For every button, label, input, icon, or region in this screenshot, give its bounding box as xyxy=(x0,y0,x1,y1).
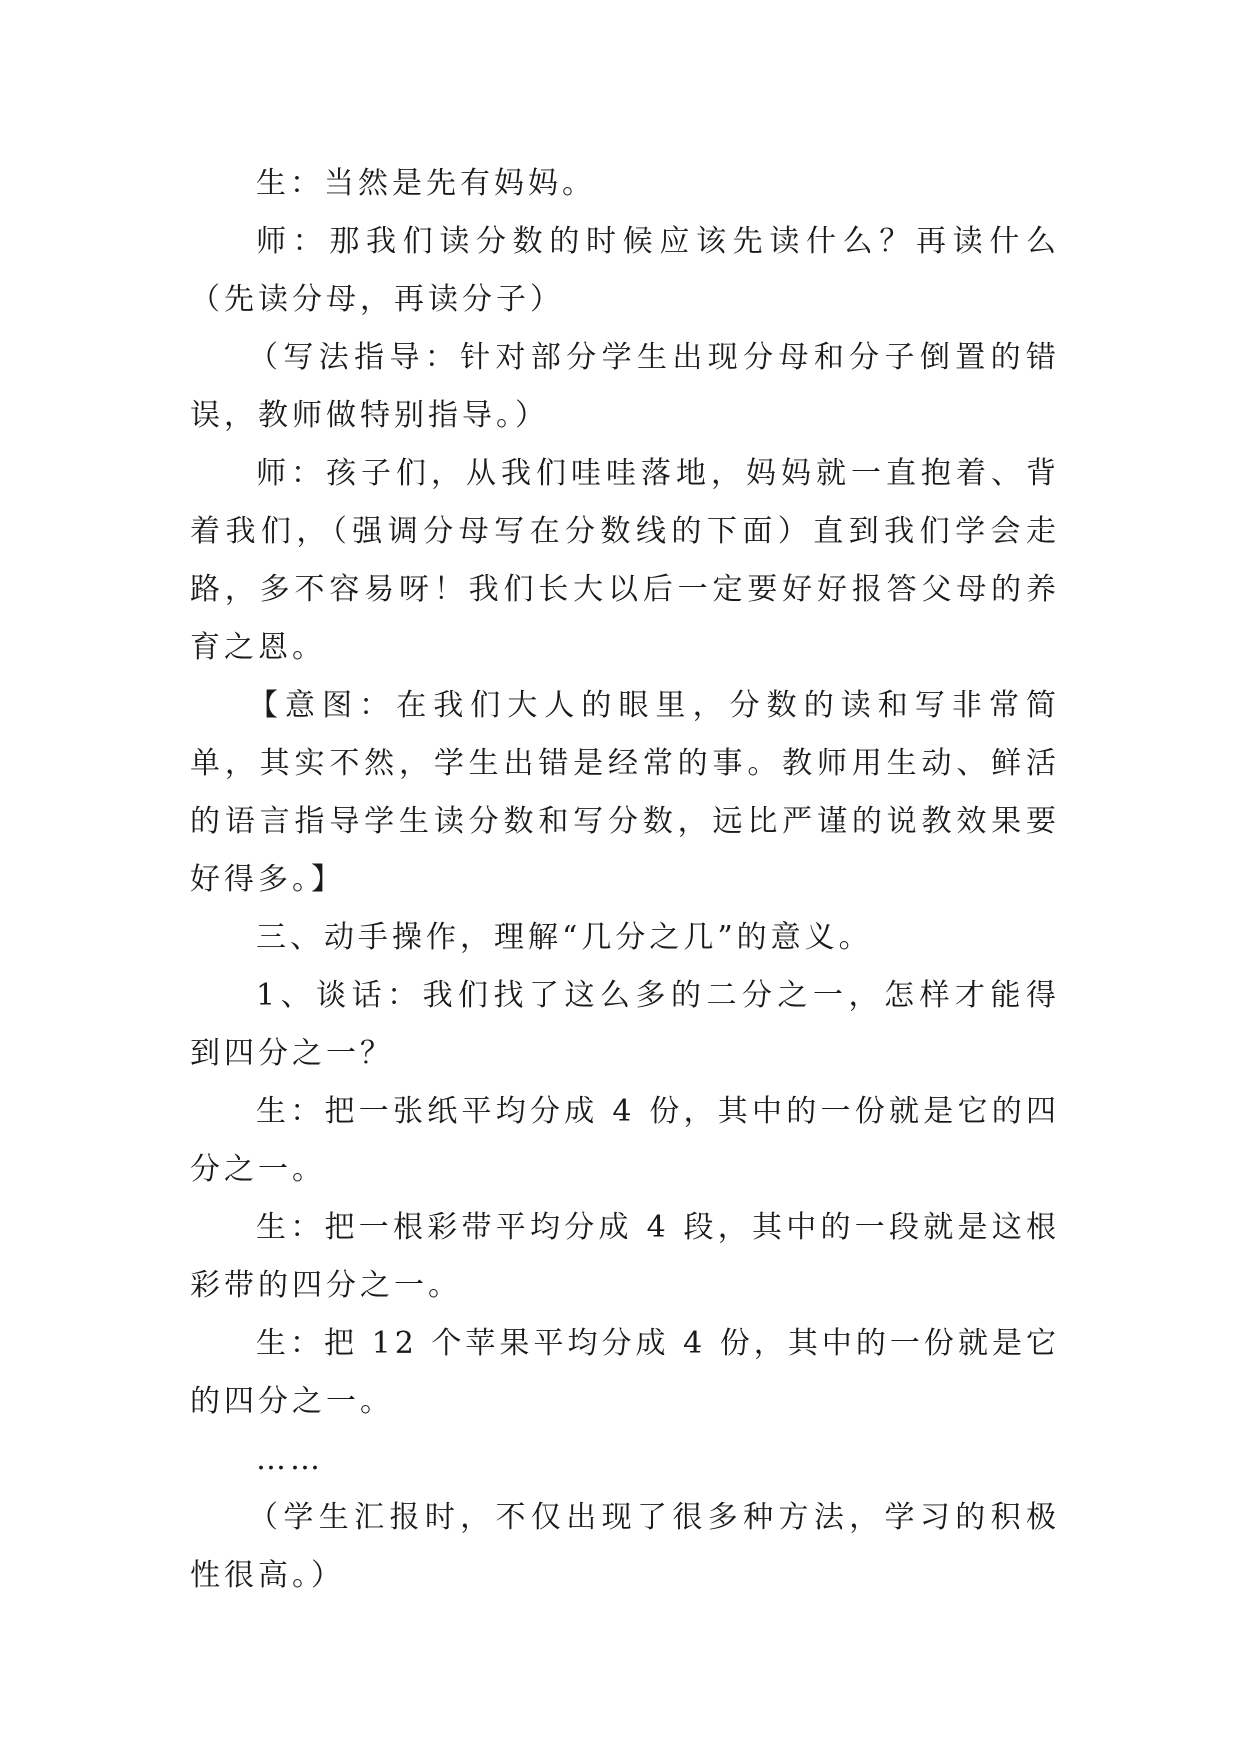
paragraph-10: 生：把 12 个苹果平均分成 4 份，其中的一份就是它的四分之一。 xyxy=(190,1326,1060,1419)
paragraph-5-intent-note: 【意图：在我们大人的眼里，分数的读和写非常简单，其实不然，学生出错是经常的事。教师用生动、鲜活的语言指导学生读分数和写分数，远比严谨的说教效果要好得多。】 xyxy=(190,688,1060,897)
paragraph-3: （写法指导：针对部分学生出现分母和分子倒置的错误，教师做特别指导。） xyxy=(190,340,1060,433)
paragraph-2: 师：那我们读分数的时候应该先读什么？再读什么（先读分母，再读分子） xyxy=(190,224,1060,317)
paragraph-7: 1、谈话：我们找了这么多的二分之一，怎样才能得到四分之一？ xyxy=(190,978,1060,1071)
paragraph-1: 生：当然是先有妈妈。 xyxy=(256,166,596,201)
document-body xyxy=(190,155,1060,1605)
paragraph-12: （学生汇报时，不仅出现了很多种方法，学习的积极性很高。） xyxy=(190,1500,1060,1593)
ellipsis-line: …… xyxy=(256,1442,324,1477)
section-heading-3: 三、动手操作，理解“几分之几”的意义。 xyxy=(256,920,873,955)
paragraph-9: 生：把一根彩带平均分成 4 段，其中的一段就是这根彩带的四分之一。 xyxy=(190,1210,1060,1303)
paragraph-8: 生：把一张纸平均分成 4 份，其中的一份就是它的四分之一。 xyxy=(190,1094,1060,1187)
paragraph-4: 师：孩子们，从我们哇哇落地，妈妈就一直抱着、背着我们，（强调分母写在分数线的下面）直到我们学会走路，多不容易呀！我们长大以后一定要好好报答父母的养育之恩。 xyxy=(190,456,1060,665)
